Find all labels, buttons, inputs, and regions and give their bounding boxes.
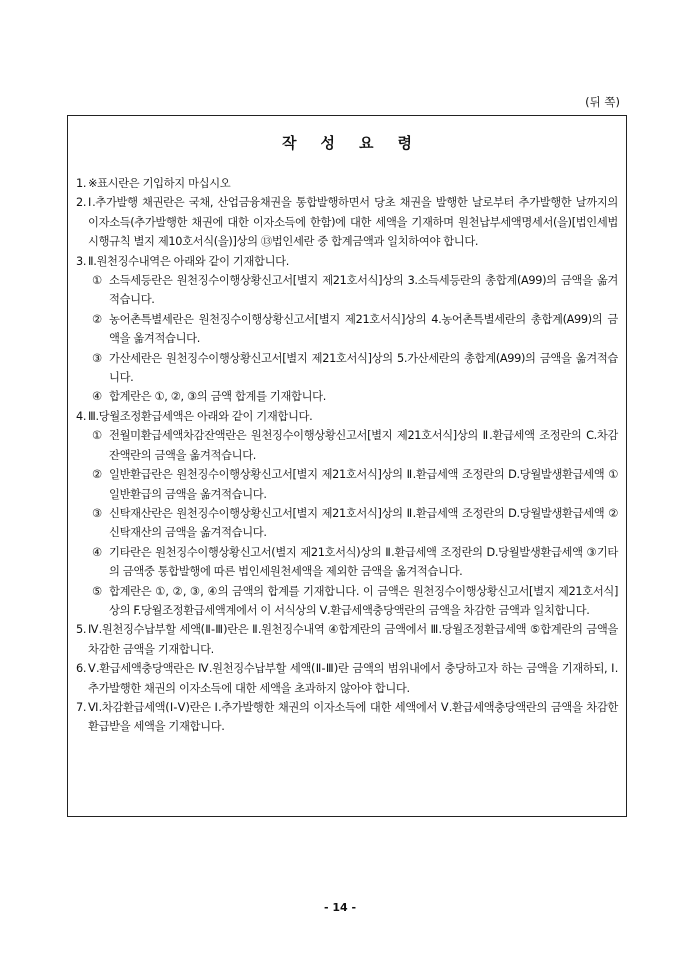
subitem-number: ③ [92,351,102,365]
item-text: Ⅴ.환급세액충당액란은 Ⅳ.원천징수납부할 세액(Ⅱ-Ⅲ)란 금액의 범위내에서 충당하고자 하는 금액을 기재하되, Ⅰ.추가발행한 채권의 이자소득에 대한 세액을 초과하지 않아야 합니다. [88,662,618,695]
item-number: 2. [76,196,87,210]
instruction-subitem [76,504,618,543]
subitem-text: 합계란은 ①, ②, ③의 금액 합계를 기재합니다. [109,390,326,404]
section-title: 작성요령 [282,134,436,152]
page-side-note: (뒤 쪽) [585,95,620,109]
instruction-item [76,620,618,659]
subitem-number: ③ [92,506,102,520]
subitem-text: 신탁재산란은 원천징수이행상황신고서[별지 제21호서식]상의 Ⅱ.환급세액 조정란의 D.당월발생환급세액 ②신탁재산의 금액을 옮겨적습니다. [109,506,618,540]
subitem-text: 기타란은 원천징수이행상황신고서(별지 제21호서식)상의 Ⅱ.환급세액 조정란의 D.당월발생환급세액 ③기타의 금액중 통합발행에 따른 법인세원천세액을 제외한 금액을 옮겨적습니다. [109,545,618,579]
subitem-number: ② [92,468,102,482]
instruction-item [76,698,618,737]
item-text: ※표시란은 기입하지 마십시오 [88,177,231,190]
subitem-number: ④ [92,390,102,404]
instruction-subitem [76,426,618,465]
item-text: Ⅰ.추가발행 채권란은 국채, 산업금융채권을 통합발행하면서 당초 채권을 발행한 날로부터 추가발행한 날까지의 이자소득(추가발행한 채권에 대한 이자소득에 한함)에 대한 세액을 기재하며 원천납부세액명세서(을)[법인세법시행규칙 별지 제10호서식(을)]상의 ⑬법인세란 중 합계금액과 일치하여야 합니다. [88,196,618,249]
instruction-item [76,659,618,698]
instruction-item [76,407,618,426]
subitem-text: 소득세등란은 원천징수이행상황신고서[별지 제21호서식]상의 3.소득세등란의 총합계(A99)의 금액을 옮겨적습니다. [109,274,618,307]
instruction-subitem [76,310,618,349]
instruction-subitem [76,465,618,504]
item-text: Ⅵ.차감환급세액(Ⅰ-Ⅴ)란은 Ⅰ.추가발행한 채권의 이자소득에 대한 세액에서 Ⅴ.환급세액충당액란의 금액을 차감한 환급받을 세액을 기재합니다. [88,700,618,734]
item-number: 3. [76,254,87,268]
subitem-text: 일반환급란은 원천징수이행상황신고서[별지 제21호서식]상의 Ⅱ.환급세액 조정란의 D.당월발생환급세액 ①일반환급의 금액을 옮겨적습니다. [109,468,618,501]
subitem-text: 농어촌특별세란은 원천징수이행상황신고서[별지 제21호서식]상의 4.농어촌특별세란의 총합계(A99)의 금액을 옮겨적습니다. [109,312,618,346]
subitem-text: 전월미환급세액차감잔액란은 원천징수이행상황신고서[별지 제21호서식]상의 Ⅱ.환급세액 조정란의 C.차감잔액란의 금액을 옮겨적습니다. [109,429,618,462]
item-text: Ⅳ.원천징수납부할 세액(Ⅱ-Ⅲ)란은 Ⅱ.원천징수내역 ④합계란의 금액에서 Ⅲ.당월조정환급세액 ⑤합계란의 금액을 차감한 금액을 기재합니다. [88,623,618,656]
subitem-text: 합계란은 ①, ②, ③, ④의 금액의 합계를 기재합니다. 이 금액은 원천징수이행상황신고서[별지 제21호서식]상의 F.당월조정환급세액계에서 이 서식상의 Ⅴ.환급세액충당액란의 금액을 차감한 금액과 일치합니다. [109,584,618,617]
subitem-text: 가산세란은 원천징수이행상황신고서[별지 제21호서식]상의 5.가산세란의 총합계(A99)의 금액을 옮겨적습니다. [109,351,618,385]
instruction-item [76,174,618,193]
subitem-number: ⑤ [92,584,102,598]
instruction-subitem [76,543,618,582]
item-number: 7. [76,700,87,714]
subitem-number: ① [92,274,102,288]
item-text: Ⅱ.원천징수내역은 아래와 같이 기재합니다. [88,254,289,268]
instruction-item [76,252,618,271]
item-number: 6. [76,662,87,676]
subitem-number: ④ [92,545,102,559]
subitem-number: ① [92,429,102,443]
instruction-subitem [76,387,618,406]
item-number: 5. [76,623,87,637]
instructions-list [76,174,618,737]
instruction-item [76,193,618,251]
subitem-number: ② [92,312,102,326]
page-number: - 14 - [323,901,357,914]
instruction-subitem [76,271,618,310]
instructions-box [67,115,627,817]
instruction-subitem [76,349,618,388]
instruction-subitem [76,582,618,621]
item-number: 4. [76,409,87,423]
item-number: 1. [76,177,87,190]
item-text: Ⅲ.당월조정환급세액은 아래와 같이 기재합니다. [88,409,313,423]
